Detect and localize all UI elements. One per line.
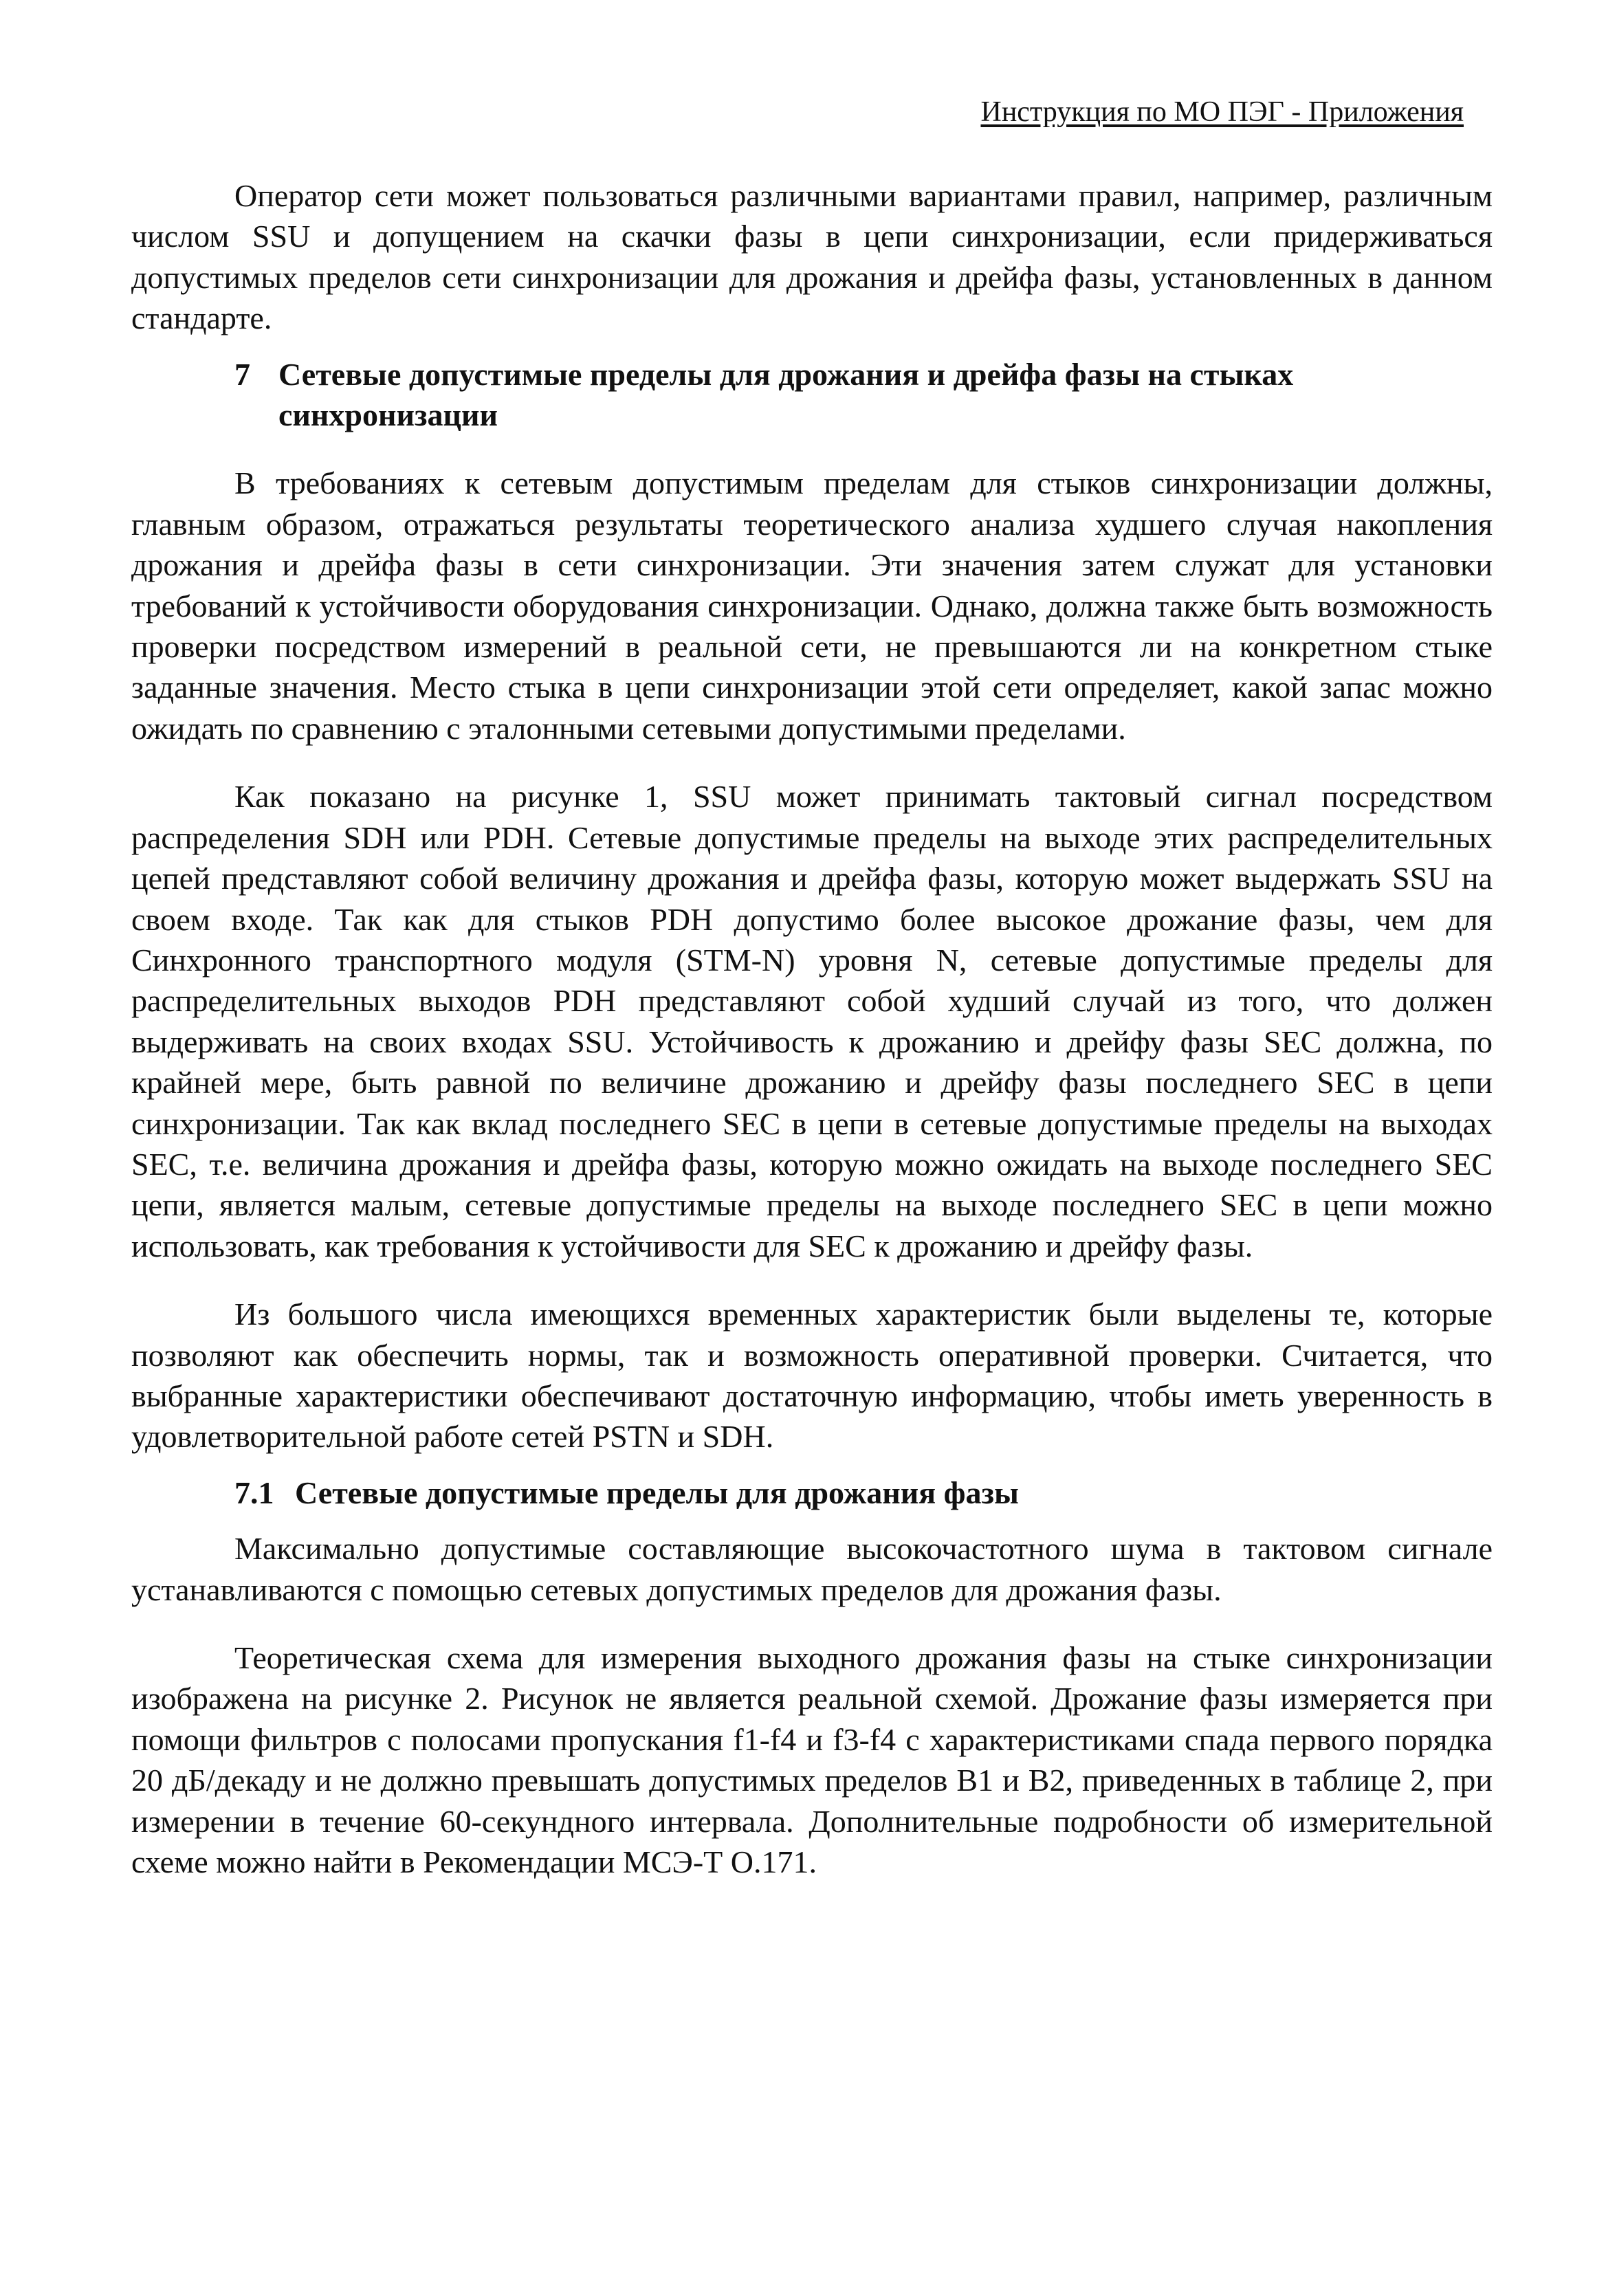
section-7-1-title: Сетевые допустимые пределы для дрожания фазы xyxy=(295,1475,1019,1510)
paragraph-high-frequency-noise: Максимально допустимые составляющие высокочастотного шума в тактовом сигнале устанавливаются с помощью сетевых допустимых пределов для дрожания фазы. xyxy=(131,1531,1493,1607)
paragraph-measurement-scheme: Теоретическая схема для измерения выходного дрожания фазы на стыке синхронизации изображена на рисунке 2. Рисунок не является реальной схемой. Дрожание фазы измеряется при помощи фильтров с полосами пропускания f1-f4 и f3-f4 с характеристиками спада первого порядка 20 дБ/декаду и не должно превышать допустимых пределов B1 и B2, приведенных в таблице 2, при измерении в течение 60-секундного интервала. Дополнительные подробности об измерительной схеме можно найти в Рекомендации МСЭ-Т O.171. xyxy=(131,1640,1493,1880)
paragraph-time-characteristics: Из большого числа имеющихся временных характеристик были выделены те, которые позволяют как обеспечить нормы, так и возможность оперативной проверки. Считается, что выбранные характеристики обеспечивают достаточную информацию, чтобы иметь уверенность в удовлетворительной работе сетей PSTN и SDH. xyxy=(131,1296,1493,1455)
section-7-heading xyxy=(131,354,1493,436)
paragraph-operator-rules: Оператор сети может пользоваться различными вариантами правил, например, различным числом SSU и допущением на скачки фазы в цепи синхронизации, если придерживаться допустимых пределов сети синхронизации для дрожания и дрейфа фазы, установленных в данном стандарте. xyxy=(131,178,1493,336)
paragraph-network-limits: В требованиях к сетевым допустимым пределам для стыков синхронизации должны, главным образом, отражаться результаты теоретического анализа худшего случая накопления дрожания и дрейфа фазы в сети синхронизации. Эти значения затем служат для установки требований к устойчивости оборудования синхронизации. Однако, должна также быть возможность проверки посредством измерений в реальной сети, не превышаются ли на конкретном стыке заданные значения. Место стыка в цепи синхронизации этой сети определяет, какой запас можно ожидать по сравнению с эталонными сетевыми допустимыми пределами. xyxy=(131,465,1493,746)
section-7-1-number: 7.1 xyxy=(234,1475,274,1510)
section-7-number: 7 xyxy=(234,356,250,392)
document-body xyxy=(131,175,1493,1882)
paragraph-ssu-distribution: Как показано на рисунке 1, SSU может принимать тактовый сигнал посредством распределения SDH или PDH. Сетевые допустимые пределы на выходе этих распределительных цепей представляют собой величину дрожания и дрейфа фазы, которую может выдержать SSU на своем входе. Так как для стыков PDH допустимо более высокое дрожание фазы, чем для Синхронного транспортного модуля (STM-N) уровня N, сетевые допустимые пределы для распределительных выходов PDH представляют собой худший случай из того, что должен выдерживать на своих входах SSU. Устойчивость к дрожанию и дрейфу фазы SEC должна, по крайней мере, быть равной по величине дрожанию и дрейфу фазы последнего SEC в цепи синхронизации. Так как вклад последнего SEC в цепи в сетевые допустимые пределы на выходах SEC, т.е. величина дрожания и дрейфа фазы, которую можно ожидать на выходе последнего SEC цепи, является малым, сетевые допустимые пределы на выходе последнего SEC в цепи можно использовать, как требования к устойчивости для SEC к дрожанию и дрейфу фазы. xyxy=(131,779,1493,1263)
section-7-title: Сетевые допустимые пределы для дрожания и дрейфа фазы на стыках синхронизации xyxy=(278,356,1294,433)
section-7-1-heading xyxy=(131,1472,1493,1513)
running-header: Инструкция по МО ПЭГ - Приложения xyxy=(980,96,1464,128)
